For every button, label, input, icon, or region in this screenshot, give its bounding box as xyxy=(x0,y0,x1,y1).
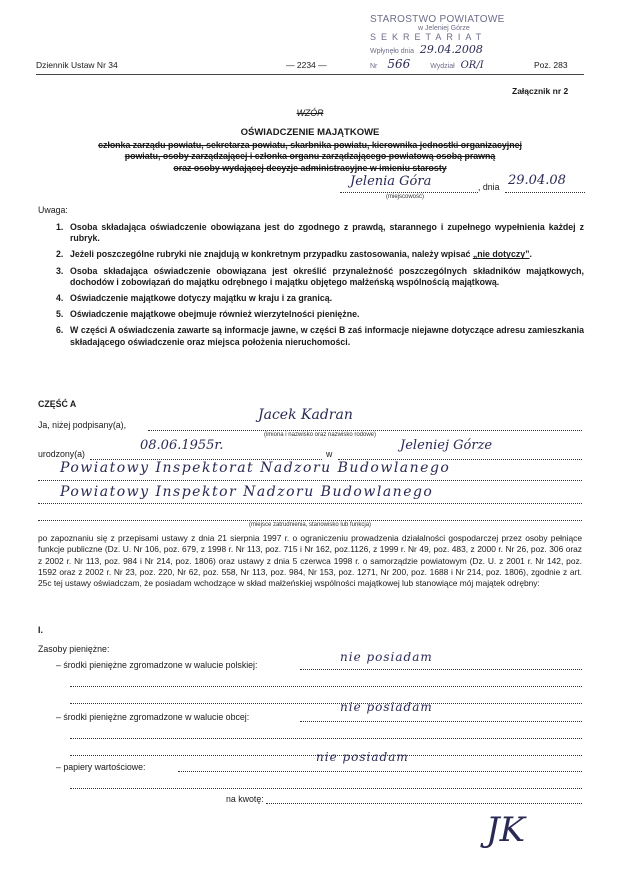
legal-basis-text: po zapoznaniu się z przepisami ustawy z dnia 21 sierpnia 1997 r. o ograniczeniu prowadzenia działalności gospodarczej przez osoby pełniące funkcje publiczne (Dz. U. Nr 106, poz. 679, z 1998 r. Nr 113, poz. 715 i Nr 162, poz.1126, z 1999 r. Nr 49, poz. 483, z 2000 r. Nr 26, poz. 306 oraz z 2002 r. Nr 113, poz. 984 i Nr 214, poz. 1806) oraz ustawy z dnia 5 czerwca 1998 r. o samorządzie powiatowym (Dz. U. z 2001 r. Nr 142, poz. 1592 oraz z 2002 r. Nr 23, poz. 220, Nr 62, poz. 558, Nr 113, poz. 984, Nr 153, poz. 1271, Nr 200, poz. 1688 i Nr 214, poz. 1806), zgodnie z art. 25c tej ustawy oświadczam, że posiadam wchodzące w skład małżeńskiej wspólności majątkowej lub stanowiące mój majątek odrębny: xyxy=(38,533,582,589)
signed-name-handwritten: Jacek Kadran xyxy=(258,407,353,423)
document-title: OŚWIADCZENIE MAJĄTKOWE xyxy=(240,127,380,138)
list-item: 2. Jeżeli poszczególne rubryki nie znajdują w konkretnym przypadku zastosowania, należy wpisać „nie dotyczy”. xyxy=(56,249,532,260)
date-label: , dnia xyxy=(478,182,500,192)
signed-line xyxy=(148,430,582,431)
born-label: urodzony(a) xyxy=(38,449,85,459)
signature-initials: JK xyxy=(486,810,526,850)
czesc-a-heading: CZĘŚĆ A xyxy=(38,399,77,409)
position-number: Poz. 283 xyxy=(534,60,568,70)
stamp-dept-value: OR/I xyxy=(460,60,484,71)
employment-line-1 xyxy=(38,480,582,481)
employment-handwritten-2: Powiatowy Inspektor Nadzoru Budowlanego xyxy=(60,484,434,500)
born-place-handwritten: Jeleniej Górze xyxy=(400,438,493,453)
stamp-received-label: Wpłynęło dnia xyxy=(370,48,414,55)
list-item: 5. Oświadczenie majątkowe obejmuje również wierzytelności pieniężne. xyxy=(56,309,360,320)
pln-label: – środki pieniężne zgromadzone w walucie polskiej: xyxy=(56,660,258,670)
list-item: 1. Osoba składająca oświadczenie obowiązana jest do zgodnego z prawdą, starannego i zupełnego wypełnienia każdej z rubryk. xyxy=(56,222,584,244)
uwaga-label: Uwaga: xyxy=(38,205,68,215)
section-i-roman: I. xyxy=(38,625,43,635)
pln-line-2 xyxy=(70,686,582,687)
securities-handwritten: nie posiadam xyxy=(316,750,409,764)
stamp-received-value: 29.04.2008 xyxy=(419,43,483,56)
employment-line-3 xyxy=(38,520,582,521)
title-line-1: członka zarządu powiatu, sekretarza powiatu, skarbnika powiatu, kierownika jednostki organizacyjnej xyxy=(98,140,522,150)
foreign-line-1 xyxy=(300,721,582,722)
employment-line-2 xyxy=(38,503,582,504)
foreign-line-2 xyxy=(70,738,582,739)
born-date-handwritten: 08.06.1955r. xyxy=(140,438,224,453)
stamp-subtitle: w Jeleniej Górze xyxy=(418,25,470,32)
signed-caption: (imiona i nazwisko oraz nazwisko rodowe) xyxy=(263,432,377,438)
stamp-no-label: Nr xyxy=(370,63,378,70)
signed-label: Ja, niżej podpisany(a), xyxy=(38,420,127,430)
page-number: — 2234 — xyxy=(286,60,327,70)
wzor-label: WZÓR xyxy=(296,108,324,118)
uwaga-list xyxy=(56,222,584,353)
pln-line-1 xyxy=(300,669,582,670)
stamp-no-value: 566 xyxy=(387,57,411,71)
nie-dotyczy-emphasis: „nie dotyczy” xyxy=(472,249,530,260)
annex-label: Załącznik nr 2 xyxy=(512,86,569,96)
pln-handwritten: nie posiadam xyxy=(340,650,433,664)
list-item: 4. Oświadczenie majątkowe dotyczy majątku w kraju i za granicą. xyxy=(56,293,333,304)
place-line xyxy=(340,192,478,193)
date-handwritten: 29.04.08 xyxy=(508,173,566,188)
journal-name: Dziennik Ustaw Nr 34 xyxy=(36,60,118,70)
zasoby-label: Zasoby pieniężne: xyxy=(38,644,110,654)
amount-line xyxy=(266,803,582,804)
list-item: 3. Osoba składająca oświadczenie obowiązana jest określić przynależność poszczególnych składników majątkowych, dochodów i zobowiązań do majątku odrębnego i majątku objętego małżeńską wspólnością majątkową. xyxy=(56,265,584,287)
foreign-label: – środki pieniężne zgromadzone w walucie obcej: xyxy=(56,712,250,722)
list-item: 6. W części A oświadczenia zawarte są informacje jawne, w części B zaś informacje niejawne dotyczące adresu zamieszkania składającego oświadczenie oraz miejsca położenia nieruchomości. xyxy=(56,325,584,347)
pln-line-3 xyxy=(70,703,582,704)
place-caption: (miejscowość) xyxy=(386,194,425,200)
employment-handwritten-1: Powiatowy Inspektorat Nadzoru Budowlanego xyxy=(60,460,451,476)
amount-label: na kwotę: xyxy=(226,794,264,804)
stamp-line: SEKRETARIAT xyxy=(370,32,487,42)
header-rule xyxy=(36,74,584,75)
securities-label: – papiery wartościowe: xyxy=(56,762,146,772)
stamp-title: STAROSTWO POWIATOWE xyxy=(370,14,505,25)
in-label: w xyxy=(326,449,333,459)
employment-caption: (miejsce zatrudnienia, stanowisko lub funkcja) xyxy=(248,522,372,528)
stamp-dept-label: Wydział xyxy=(430,63,455,70)
foreign-handwritten: nie posiadam xyxy=(340,700,433,714)
date-line xyxy=(505,192,585,193)
registry-stamp xyxy=(370,14,550,71)
securities-line-1 xyxy=(178,771,582,772)
place-handwritten: Jelenia Góra xyxy=(350,174,432,189)
title-line-2: powiatu, osoby zarządzającej i członka organu zarządzającego powiatową osobą prawną xyxy=(124,151,496,161)
securities-line-2 xyxy=(70,788,582,789)
title-line-3: oraz osoby wydającej decyzje administracyjne w imieniu starosty xyxy=(173,163,447,173)
